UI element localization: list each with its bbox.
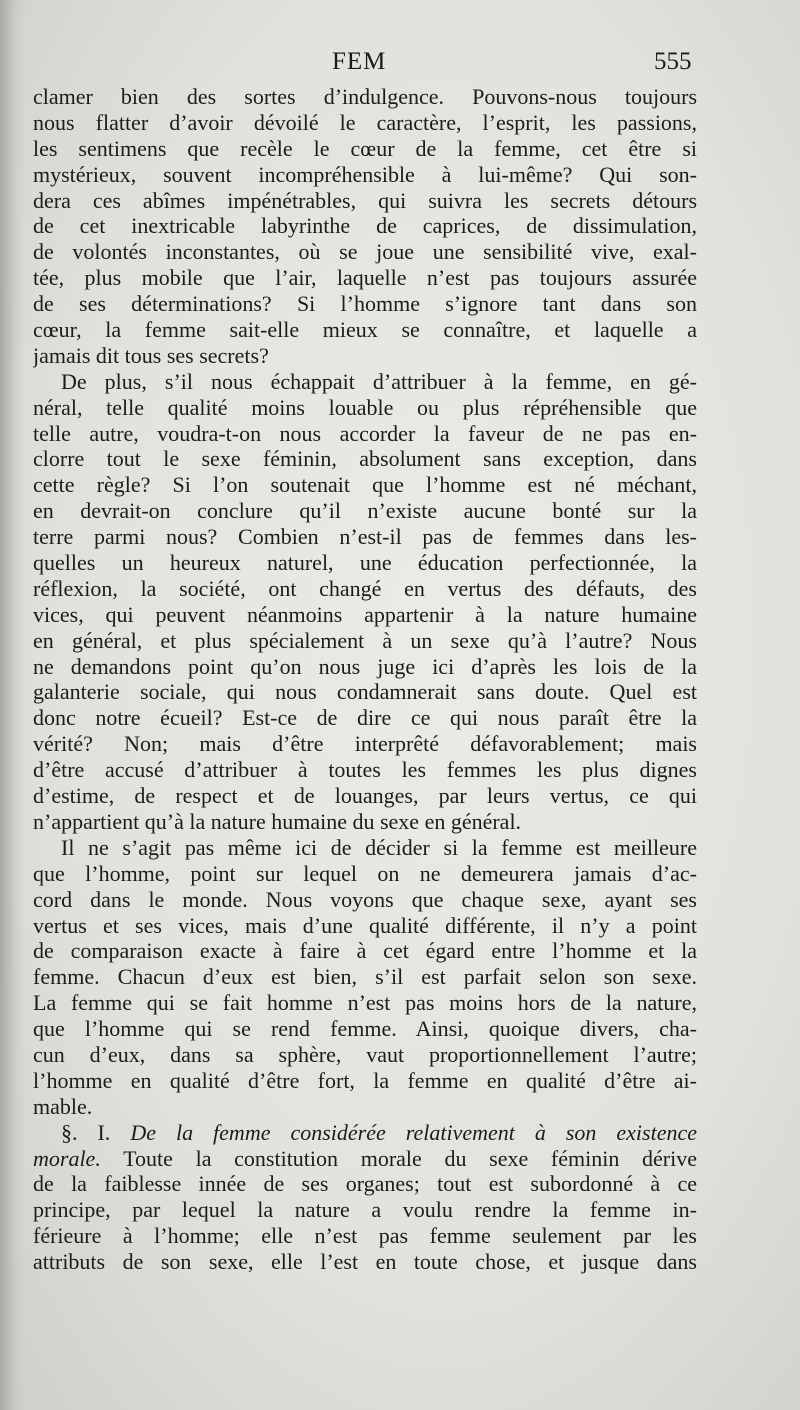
section-text: Toute la constitution morale du sexe féminin dérive bbox=[123, 1145, 697, 1171]
text-line: terre parmi nous? Combien n’est-il pas de femmes dans les- bbox=[33, 524, 697, 550]
text-line: férieure à l’homme; elle n’est pas femme seulement par les bbox=[33, 1223, 697, 1249]
text-line: en devrait-on conclure qu’il n’existe aucune bonté sur la bbox=[33, 498, 697, 524]
text-line: vertus et ses vices, mais d’une qualité différente, il n’y a point bbox=[33, 912, 697, 938]
text-line: que l’homme, point sur lequel on ne demeurera jamais d’ac- bbox=[33, 860, 697, 886]
text-line: tée, plus mobile que l’air, laquelle n’est pas toujours assurée bbox=[33, 265, 697, 291]
page-header bbox=[0, 48, 800, 82]
text-line: jamais dit tous ses secrets? bbox=[33, 342, 269, 368]
paragraph-2 bbox=[33, 369, 697, 835]
text-line: cord dans le monde. Nous voyons que chaque sexe, ayant ses bbox=[33, 886, 697, 912]
text-line: La femme qui se fait homme n’est pas moins hors de la nature, bbox=[33, 990, 697, 1016]
text-line: cœur, la femme sait-elle mieux se connaître, et laquelle a bbox=[33, 317, 697, 343]
text-line: clamer bien des sortes d’indulgence. Pouvons-nous toujours bbox=[33, 84, 697, 109]
body-text bbox=[33, 84, 697, 1275]
text-line: vices, qui peuvent néanmoins appartenir à la nature humaine bbox=[33, 601, 697, 627]
text-line: clorre tout le sexe féminin, absolument sans exception, dans bbox=[33, 446, 697, 472]
section-title: De la femme considérée relativement à son existence bbox=[130, 1119, 697, 1145]
page-number: 555 bbox=[654, 48, 692, 75]
text-line: galanterie sociale, qui nous condamnerait sans doute. Quel est bbox=[33, 679, 697, 705]
text-line: cun d’eux, dans sa sphère, vaut proportionnellement l’autre; bbox=[33, 1041, 697, 1067]
text-line: ne demandons point qu’on nous juge ici d’après les lois de la bbox=[33, 653, 697, 679]
text-line: d’être accusé d’attribuer à toutes les femmes les plus dignes bbox=[33, 757, 697, 783]
gutter-shadow bbox=[0, 0, 26, 1410]
text-line: nous flatter d’avoir dévoilé le caractère, l’esprit, les passions, bbox=[33, 109, 697, 135]
text-line: attributs de son sexe, elle l’est en toute chose, et jusque dans bbox=[33, 1249, 697, 1275]
section-heading-line bbox=[33, 1146, 697, 1172]
text-line: d’estime, de respect et de louanges, par leurs vertus, ce qui bbox=[33, 783, 697, 809]
text-line: les sentimens que recèle le cœur de la femme, cet être si bbox=[33, 135, 697, 161]
text-line: quelles un heureux naturel, une éducation perfectionnée, la bbox=[33, 550, 697, 576]
text-line: donc notre écueil? Est-ce de dire ce qui nous paraît être la bbox=[33, 705, 697, 731]
text-line: cette règle? Si l’on soutenait que l’homme est né méchant, bbox=[33, 472, 697, 498]
text-line: telle autre, voudra-t-on nous accorder la faveur de ne pas en- bbox=[33, 420, 697, 446]
running-head: FEM bbox=[332, 48, 387, 75]
text-line: de ses déterminations? Si l’homme s’ignore tant dans son bbox=[33, 291, 697, 317]
section-number: §. I. bbox=[61, 1119, 111, 1145]
text-line: n’appartient qu’à la nature humaine du sexe en général. bbox=[33, 808, 522, 834]
text-line: mystérieux, souvent incompréhensible à lui-même? Qui son- bbox=[33, 161, 697, 187]
text-line: de volontés inconstantes, où se joue une sensibilité vive, exal- bbox=[33, 239, 697, 265]
text-line: réflexion, la société, ont changé en vertus des défauts, des bbox=[33, 575, 697, 601]
text-line: dera ces abîmes impénétrables, qui suivra les secrets détours bbox=[33, 187, 697, 213]
paragraph-1 bbox=[33, 84, 697, 369]
text-line: de la faiblesse innée de ses organes; tout est subordonné à ce bbox=[33, 1171, 697, 1197]
section-1 bbox=[33, 1120, 697, 1275]
text-line: néral, telle qualité moins louable ou plus répréhensible que bbox=[33, 394, 697, 420]
text-line: De plus, s’il nous échappait d’attribuer à la femme, en gé- bbox=[61, 368, 697, 394]
section-heading-line bbox=[33, 1120, 697, 1146]
paragraph-3 bbox=[33, 835, 697, 1120]
text-line: principe, par lequel la nature a voulu rendre la femme in- bbox=[33, 1197, 697, 1223]
text-line: femme. Chacun d’eux est bien, s’il est parfait selon son sexe. bbox=[33, 964, 697, 990]
section-title-continued: morale. bbox=[33, 1145, 101, 1171]
text-line: que l’homme qui se rend femme. Ainsi, quoique divers, cha- bbox=[33, 1016, 697, 1042]
text-line: mable. bbox=[33, 1093, 93, 1119]
text-line: en général, et plus spécialement à un sexe qu’à l’autre? Nous bbox=[33, 627, 697, 653]
text-line: l’homme en qualité d’être fort, la femme en qualité d’être ai- bbox=[33, 1067, 697, 1093]
text-line: de comparaison exacte à faire à cet égard entre l’homme et la bbox=[33, 938, 697, 964]
text-line: Il ne s’agit pas même ici de décider si la femme est meilleure bbox=[61, 834, 697, 860]
text-line: vérité? Non; mais d’être interprêté défavorablement; mais bbox=[33, 731, 697, 757]
text-line: de cet inextricable labyrinthe de caprices, de dissimulation, bbox=[33, 213, 697, 239]
